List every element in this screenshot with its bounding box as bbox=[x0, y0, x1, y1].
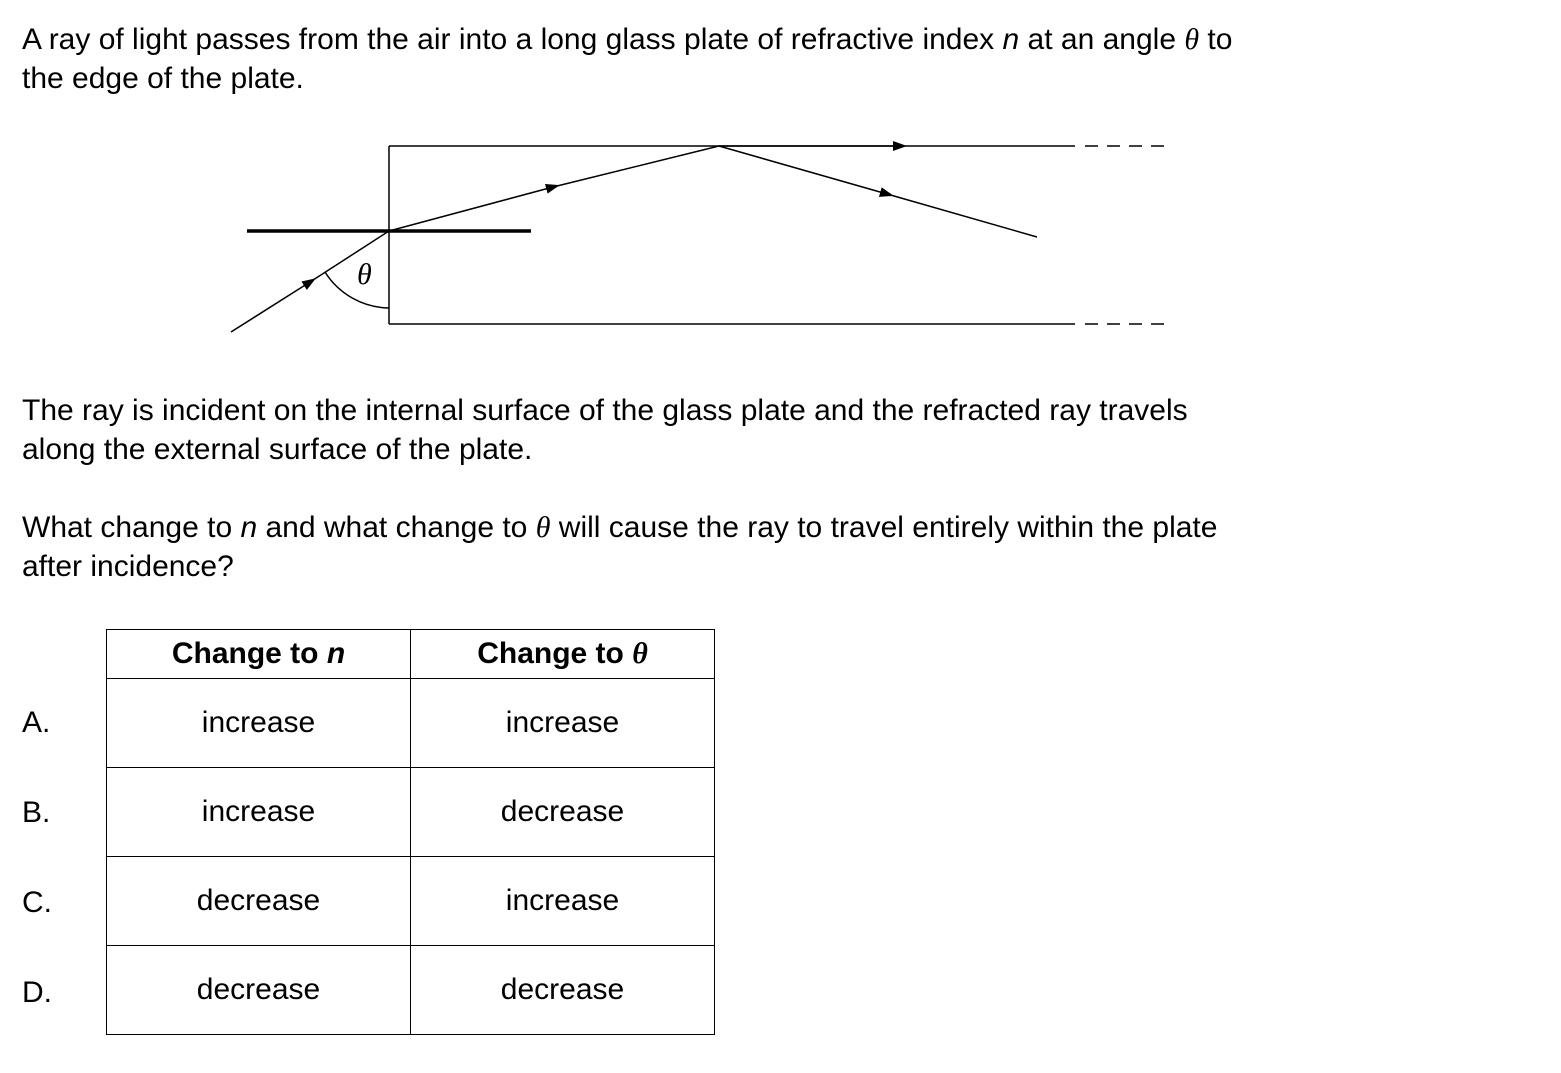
option-c-letter[interactable]: C. bbox=[22, 886, 52, 919]
option-b-letter[interactable]: B. bbox=[22, 796, 51, 829]
reflected-ray-arrow bbox=[719, 146, 887, 194]
option-b-theta-cell: decrease bbox=[411, 768, 715, 857]
option-a-n-cell: increase bbox=[107, 679, 411, 768]
intro-text: A ray of light passes from the air into a long glass plate of refractive index bbox=[22, 23, 1003, 56]
option-d-theta-cell: decrease bbox=[411, 946, 715, 1035]
option-c-theta-cell: increase bbox=[411, 857, 715, 946]
table-header-row bbox=[107, 630, 715, 679]
table-row[interactable] bbox=[107, 857, 715, 946]
prompt-text: after incidence? bbox=[22, 550, 234, 583]
option-c-n-cell: decrease bbox=[107, 857, 411, 946]
option-d-letter[interactable]: D. bbox=[22, 976, 52, 1009]
theta-symbol: θ bbox=[535, 511, 551, 544]
statement-text: The ray is incident on the internal surface of the glass plate and the refracted ray travels bbox=[22, 394, 1188, 427]
intro-text: the edge of the plate. bbox=[22, 62, 304, 95]
theta-symbol: θ bbox=[1184, 23, 1200, 56]
intro-text: to bbox=[1199, 23, 1233, 56]
intro-text: at an angle bbox=[1019, 23, 1185, 56]
glass-plate-diagram bbox=[0, 0, 1561, 380]
reflected-ray bbox=[887, 194, 1037, 237]
incident-ray-arrow bbox=[231, 282, 310, 332]
refracted-ray-arrow bbox=[389, 187, 553, 231]
question-statement bbox=[22, 391, 1188, 469]
option-a-letter[interactable]: A. bbox=[22, 706, 51, 739]
n-symbol: n bbox=[240, 511, 258, 544]
table-row[interactable] bbox=[107, 679, 715, 768]
table-row[interactable] bbox=[107, 946, 715, 1035]
incident-ray bbox=[310, 231, 389, 282]
theta-symbol: θ bbox=[632, 637, 648, 670]
n-symbol: n bbox=[326, 637, 346, 670]
glass-plate bbox=[389, 146, 1168, 324]
light-ray bbox=[231, 146, 1037, 332]
prompt-text: and what change to bbox=[257, 511, 536, 544]
prompt-text: will cause the ray to travel entirely within the plate bbox=[550, 511, 1218, 544]
n-symbol: n bbox=[1002, 23, 1020, 56]
header-change-to-theta: Change to θ bbox=[411, 630, 715, 679]
prompt-text: What change to bbox=[22, 511, 241, 544]
answer-options-table bbox=[106, 629, 715, 1035]
question-prompt bbox=[22, 508, 1217, 586]
refracted-ray bbox=[553, 146, 719, 187]
option-b-n-cell: increase bbox=[107, 768, 411, 857]
statement-text: along the external surface of the plate. bbox=[22, 433, 533, 466]
header-change-to-n: Change to n bbox=[107, 630, 411, 679]
option-d-n-cell: decrease bbox=[107, 946, 411, 1035]
angle-theta-label: θ bbox=[357, 258, 372, 291]
table-row[interactable] bbox=[107, 768, 715, 857]
option-a-theta-cell: increase bbox=[411, 679, 715, 768]
